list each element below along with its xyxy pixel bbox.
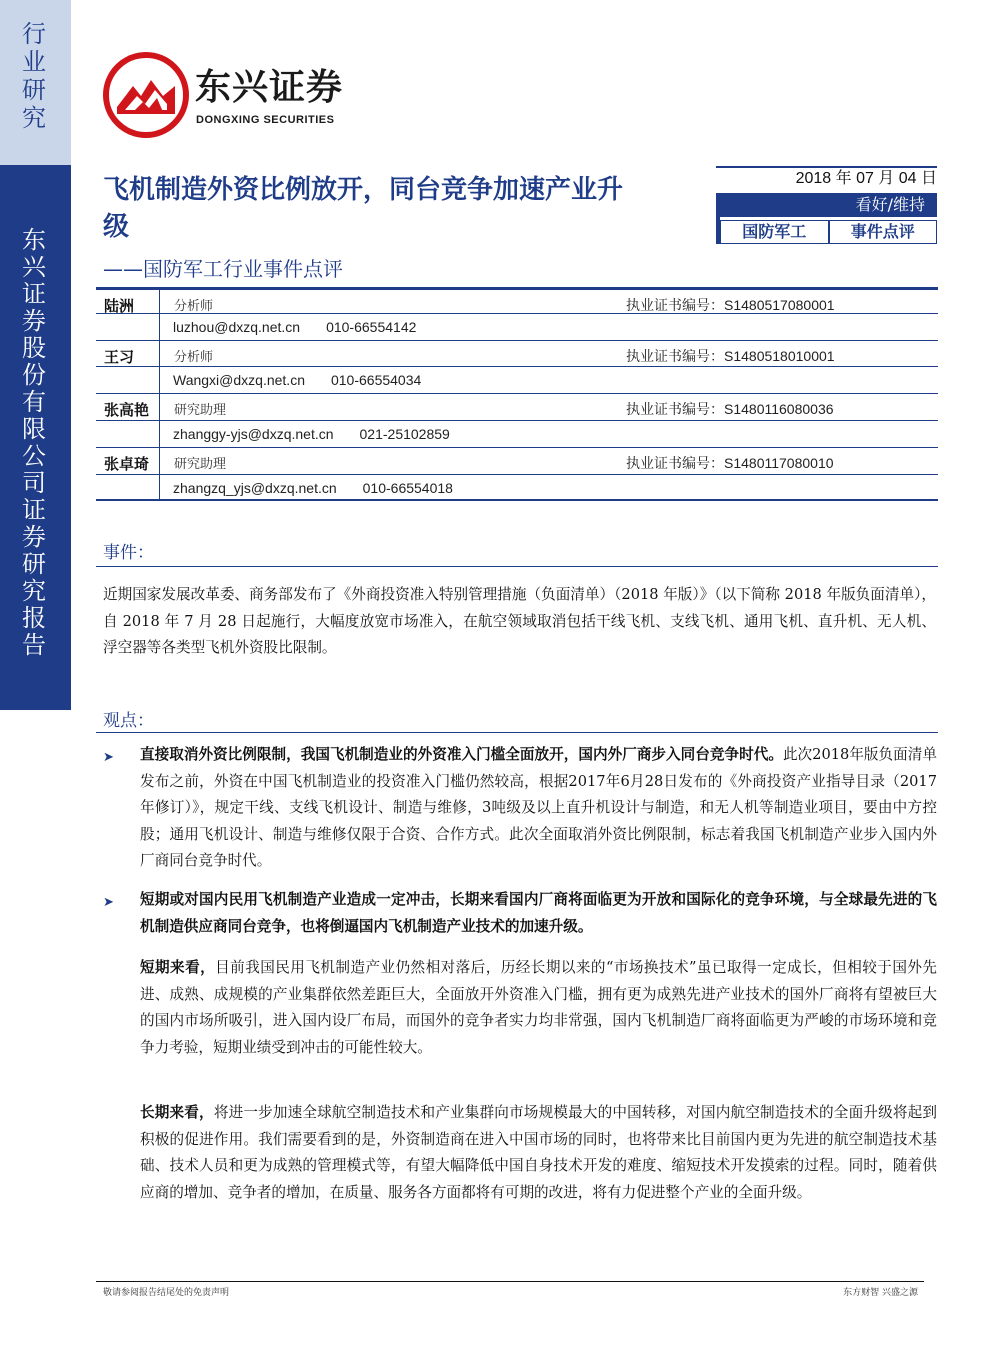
dongxing-logo-icon xyxy=(103,52,189,138)
divider xyxy=(159,290,160,313)
analyst-email[interactable]: luzhou@dxzq.net.cn xyxy=(173,318,301,335)
view-point-1-text: 此次2018年版负面清单发布之前，外资在中国飞机制造业的投资准入门槛仍然较高，根据2017年6月28日发布的《外商投资产业指导目录（2017年修订）》，规定干线、支线飞机设计、制造与维修，3吨级及以上直升机设计与制造，和无人机等制造业项目，要由中方控股；通用飞机设计、制造与维修仅限于合资、合作方式。此次全面取消外资比例限制，标志着我国飞机制造产业步入国内外厂商同台竞争时代。 xyxy=(140,746,937,869)
report-tags xyxy=(720,220,937,244)
footer-disclaimer: 敬请参阅报告结尾处的免责声明 xyxy=(103,1288,230,1298)
short-term-text: 目前我国民用飞机制造产业仍然相对落后，历经长期以来的“市场换技术”虽已取得一定成长，但相较于国外先进、成熟、成规模的产业集群依然差距巨大，全面放开外资准入门槛，拥有更为成熟先进产业技术的国外厂商将有望被巨大的国内市场所吸引，进入国内设厂布局，而国外的竞争者实力均非常强，国内飞机制造厂商将面临更为严峻的市场环境和竞争力考验，短期业绩受到冲击的可能性较大。 xyxy=(140,959,937,1056)
sidebar-category-band xyxy=(0,0,71,165)
event-text: 近期国家发展改革委、商务部发布了《外商投资准入特别管理措施（负面清单）（2018 年版）》（以下简称 2018 年版负面清单），自 2018 年 7 月 28 日起施行，大幅度放宽市场准入，在航空领域取消包括干线飞机、支线飞机、通用飞机、直升机、无人机、浮空器等各类型飞机外资股比限制。 xyxy=(103,586,936,656)
views-heading-rule xyxy=(96,732,938,733)
long-term-text: 将进一步加速全球航空制造技术和产业集群向市场规模最大的中国转移，对国内航空制造技术的全面升级将起到积极的促进作用。我们需要看到的是，外资制造商在进入中国市场的同时，也将带来比目前国内更为先进的航空制造技术基础、技术人员和更为成熟的管理模式等，有望大幅降低中国自身技术开发的难度、缩短技术开发摸索的过程。同时，随着供应商的增加、竞争者的增加，在质量、服务各方面都将有可期的改进，将有力促进整个产业的全面升级。 xyxy=(140,1104,937,1201)
analyst-phone: 021-25102859 xyxy=(359,425,450,442)
table-bottom-rule xyxy=(96,499,938,501)
industry-tag: 国防军工 xyxy=(720,220,829,244)
footer-slogan: 东方财智 兴盛之源 xyxy=(843,1288,918,1298)
analyst-table xyxy=(96,287,938,501)
analyst-row xyxy=(96,394,938,421)
analyst-role: 研究助理 xyxy=(174,403,227,419)
event-heading: 事件： xyxy=(103,543,154,563)
sidebar-company-band xyxy=(0,165,71,710)
views-heading: 观点： xyxy=(103,711,154,731)
footer-rule xyxy=(96,1281,924,1282)
short-term-paragraph xyxy=(140,955,937,1061)
long-term-label: 长期来看， xyxy=(140,1104,214,1121)
analyst-role: 分析师 xyxy=(174,349,214,365)
analyst-phone: 010-66554142 xyxy=(326,318,417,335)
analyst-name: 陆洲 xyxy=(104,297,135,315)
analyst-name: 王习 xyxy=(104,347,135,366)
report-subtitle: ——国防军工行业事件点评 xyxy=(103,257,343,281)
sidebar-company-label: 东兴证券股份有限公司证券研究报告 xyxy=(22,226,46,659)
divider xyxy=(159,314,160,340)
rating-badge: 看好/维持 xyxy=(720,193,937,217)
analyst-contact xyxy=(173,480,453,496)
report-date xyxy=(716,166,937,190)
analyst-name: 张高艳 xyxy=(104,401,150,420)
analyst-phone: 010-66554034 xyxy=(330,372,422,389)
analyst-email[interactable]: Wangxi@dxzq.net.cn xyxy=(173,372,305,389)
analyst-cert: 执业证书编号：S1480517080001 xyxy=(626,297,835,313)
view-point-2-bold: 短期或对国内民用飞机制造产业造成一定冲击，长期来看国内厂商将面临更为开放和国际化的竞争环境，与全球最先进的飞机制造供应商同台竞争，也将倒逼国内飞机制造产业技术的加速升级。 xyxy=(140,891,937,935)
bullet-arrow-icon: ➤ xyxy=(103,895,114,910)
view-point-1 xyxy=(140,742,937,875)
view-point-2 xyxy=(140,887,937,940)
divider xyxy=(159,367,160,393)
report-date-text: 2018 年 07 月 04 日 xyxy=(795,170,937,187)
analyst-contact xyxy=(173,319,416,335)
report-title: 飞机制造外资比例放开，同台竞争加速产业升级 xyxy=(103,175,624,242)
analyst-role: 研究助理 xyxy=(174,456,227,472)
event-heading-rule xyxy=(96,566,938,567)
analyst-phone: 010-66554018 xyxy=(362,479,453,496)
analyst-row xyxy=(96,341,938,368)
analyst-contact-row xyxy=(96,421,938,448)
sidebar-category-label: 行业研究 xyxy=(22,20,46,132)
analyst-email[interactable]: zhanggy-yjs@dxzq.net.cn xyxy=(173,425,334,442)
short-term-label: 短期来看， xyxy=(140,959,216,976)
divider xyxy=(159,394,160,420)
analyst-name: 张卓琦 xyxy=(104,454,150,473)
analyst-cert: 执业证书编号：S1480117080010 xyxy=(626,454,834,471)
analyst-contact xyxy=(173,426,450,442)
divider xyxy=(159,448,160,474)
analyst-role: 分析师 xyxy=(174,299,214,314)
analyst-contact xyxy=(173,372,421,388)
analyst-cert: 执业证书编号：S1480116080036 xyxy=(626,401,834,418)
bullet-arrow-icon: ➤ xyxy=(103,750,114,765)
analyst-email[interactable]: zhangzq_yjs@dxzq.net.cn xyxy=(173,479,337,496)
report-type-tag: 事件点评 xyxy=(829,220,938,244)
divider xyxy=(159,421,160,447)
divider xyxy=(159,475,160,502)
analyst-row xyxy=(96,287,938,314)
view-point-1-bold: 直接取消外资比例限制，我国飞机制造业的外资准入门槛全面放开，国内外厂商步入同台竞争时代。 xyxy=(140,746,783,763)
analyst-contact-row xyxy=(96,314,938,341)
long-term-paragraph xyxy=(140,1100,937,1206)
analyst-cert: 执业证书编号：S1480518010001 xyxy=(626,347,835,364)
analyst-contact-row xyxy=(96,367,938,394)
brand-name-en: DONGXING SECURITIES xyxy=(196,114,335,126)
divider xyxy=(159,341,160,367)
brand-name-cn: 东兴证券 xyxy=(195,67,344,108)
analyst-contact-row xyxy=(96,475,938,502)
analyst-row xyxy=(96,448,938,475)
